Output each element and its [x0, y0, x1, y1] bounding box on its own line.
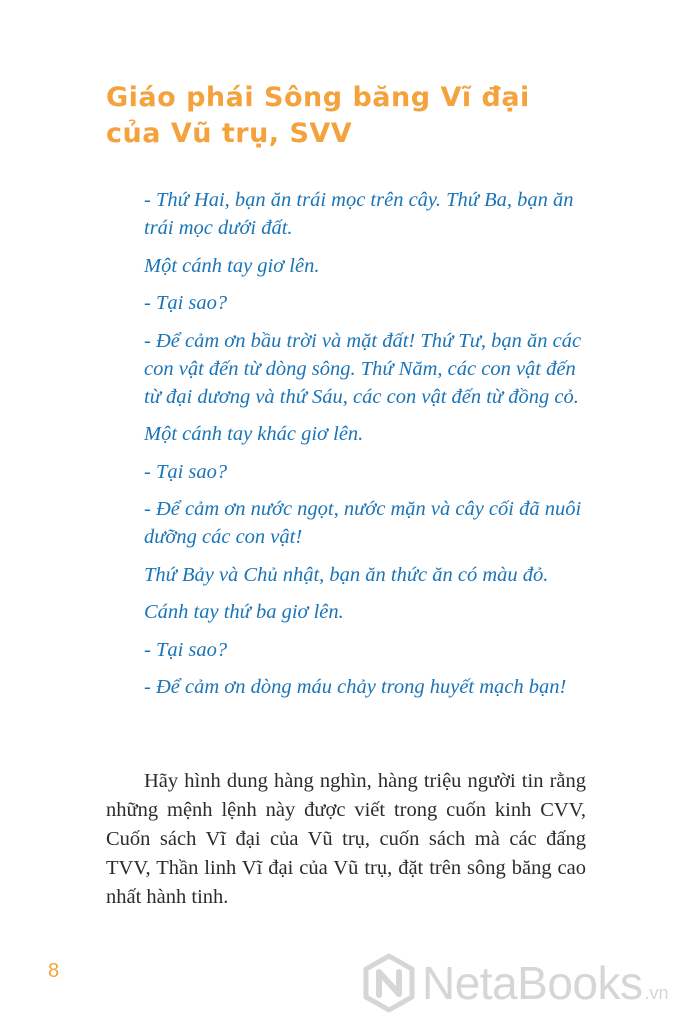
- chapter-heading-line-2: của Vũ trụ, SVV: [106, 118, 353, 149]
- body-paragraph: Hãy hình dung hàng nghìn, hàng triệu người tin rằng những mệnh lệnh này được viết trong cuốn kinh CVV, Cuốn sách Vĩ đại của Vũ trụ, cuốn sách mà các đấng TVV, Thần linh Vĩ đại của Vũ trụ, đặt trên sông băng cao nhất hành tinh.: [106, 770, 586, 908]
- dialogue-line: - Để cảm ơn dòng máu chảy trong huyết mạch bạn!: [144, 676, 567, 698]
- dialogue-block: [144, 186, 594, 711]
- chapter-heading-line-1: Giáo phái Sông băng Vĩ đại: [106, 82, 530, 113]
- watermark: [362, 952, 669, 1014]
- dialogue-line: - Tại sao?: [144, 292, 228, 314]
- dialogue-line: - Để cảm ơn bầu trời và mặt đất! Thứ Tư, bạn ăn các con vật đến từ dòng sông. Thứ Năm, các con vật đến từ đại dương và thứ Sáu, các con vật đến từ đồng cỏ.: [144, 329, 582, 408]
- dialogue-line: - Thứ Hai, bạn ăn trái mọc trên cây. Thứ Ba, bạn ăn trái mọc dưới đất.: [144, 189, 574, 239]
- chapter-heading: [106, 80, 626, 152]
- dialogue-line: - Tại sao?: [144, 460, 228, 483]
- watermark-suffix: .vn: [644, 983, 669, 1003]
- watermark-brand: NetaBooks: [422, 957, 643, 1009]
- dialogue-line: Một cánh tay khác giơ lên.: [144, 423, 364, 445]
- dialogue-line: - Để cảm ơn nước ngọt, nước mặn và cây cối đã nuôi dưỡng các con vật!: [144, 498, 582, 548]
- dialogue-line: - Tại sao?: [144, 638, 228, 661]
- dialogue-line: Cánh tay thứ ba giơ lên.: [144, 601, 344, 623]
- page-number: 8: [48, 960, 60, 982]
- netabooks-logo-icon: [362, 953, 416, 1013]
- dialogue-line: Thứ Bảy và Chủ nhật, bạn ăn thức ăn có màu đỏ.: [144, 563, 549, 586]
- dialogue-line: Một cánh tay giơ lên.: [144, 254, 320, 277]
